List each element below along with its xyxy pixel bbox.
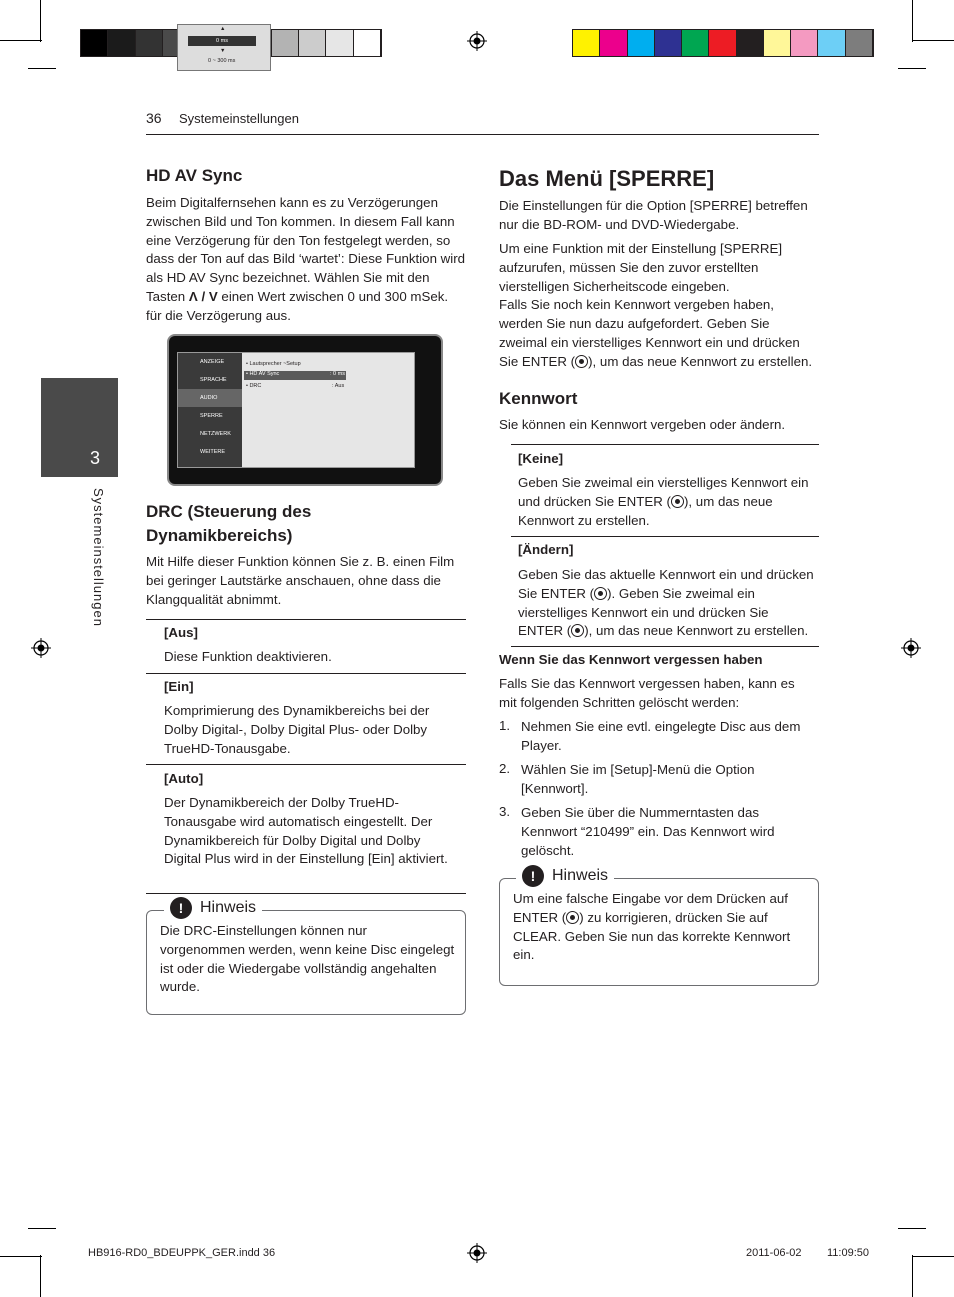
- color-swatch: [272, 30, 299, 56]
- registration-mark-icon: [31, 638, 51, 658]
- note-heading: [164, 897, 262, 919]
- enter-icon: [571, 624, 584, 637]
- crop-mark: [898, 1228, 926, 1229]
- crop-mark: [0, 1256, 42, 1257]
- option-term: [Keine]: [518, 451, 564, 466]
- screenshot-row-value: : 0 ms: [330, 371, 345, 377]
- step-text: Geben Sie über die Nummerntasten das Kennwort “210499” ein. Das Kennwort wird gelöscht.: [521, 805, 775, 858]
- color-swatch: [136, 30, 163, 56]
- screenshot-menu-item: WEITERE: [200, 449, 226, 455]
- running-header: Systemeinstellungen: [179, 111, 299, 126]
- color-swatch: [791, 30, 818, 56]
- screenshot-row: • Lautsprecher ~Setup: [246, 361, 301, 367]
- color-swatch: [682, 30, 709, 56]
- enter-icon: [566, 911, 579, 924]
- step-number: 3.: [499, 804, 511, 819]
- registration-mark-icon: [467, 31, 487, 51]
- exclamation-icon: !: [170, 897, 192, 919]
- color-swatch: [354, 30, 381, 56]
- color-swatch: [818, 30, 845, 56]
- sperre-heading: Das Menü [SPERRE]: [499, 166, 715, 191]
- option-desc: Der Dynamikbereich der Dolby TrueHD-Tonausgabe wird automatisch eingestellt. Der Dynamikbereich für Dolby Digital und Dolby Digital Plus wird in der Einstellung [Ein] aktiviert.: [164, 795, 448, 867]
- table-rule: [511, 536, 819, 537]
- registration-mark-icon: [467, 1243, 487, 1263]
- note-text: Um eine falsche Eingabe vor dem Drücken auf ENTER ( ) zu korrigieren, drücken Sie auf CLEAR. Geben Sie nun das korrekte Kennwort ein.: [513, 891, 791, 963]
- table-rule: [146, 893, 466, 894]
- screenshot-menu-item: SPRACHE: [200, 377, 227, 383]
- table-rule: [511, 444, 819, 445]
- chapter-number: 3: [90, 448, 101, 468]
- forgot-intro: Falls Sie das Kennwort vergessen haben, kann es mit folgenden Schritten gelöscht werden:: [499, 676, 795, 710]
- kennwort-heading: Kennwort: [499, 389, 578, 408]
- header-rule: [146, 134, 819, 135]
- table-rule: [146, 619, 466, 620]
- step-number: 1.: [499, 718, 511, 733]
- chapter-label: Systemeinstellungen: [91, 488, 106, 627]
- screenshot-menu-item: SPERRE: [200, 413, 223, 419]
- table-rule: [146, 764, 466, 765]
- screenshot-menu-item: ANZEIGE: [200, 359, 225, 365]
- option-term: [Ändern]: [518, 542, 574, 557]
- chapter-tab: [41, 378, 118, 477]
- popup-range: 0 ~ 300 ms: [208, 58, 236, 64]
- sperre-text: Um eine Funktion mit der Einstellung [SPERRE] aufzurufen, müssen Sie den zuvor erstellten vierstelligen Sicherheitscode eingeben. Falls Sie noch kein Kennwort vergeben haben, werden Sie nun dazu aufgefordert. Geben Sie zweimal ein vierstelliges Kennwort ein und drücken Sie ENTER ( ), um das neue Kennwort zu erstellen.: [499, 241, 813, 369]
- footer-date: 2011-06-02: [746, 1247, 802, 1259]
- color-swatch: [709, 30, 736, 56]
- screenshot-menu-item: AUDIO: [178, 389, 242, 407]
- note-text: Die DRC-Einstellungen können nur vorgenommen werden, wenn keine Disc eingelegt ist oder die Wiedergabe vollständig angehalten wurde.: [160, 923, 455, 995]
- color-swatch: [108, 30, 135, 56]
- forgot-heading: Wenn Sie das Kennwort vergessen haben: [499, 652, 763, 667]
- step-text: Wählen Sie im [Setup]-Menü die Option [Kennwort].: [521, 762, 755, 796]
- screenshot-popup: [177, 24, 271, 71]
- color-swatch: [737, 30, 764, 56]
- screenshot-row: • DRC: [246, 383, 262, 389]
- step-number: 2.: [499, 761, 511, 776]
- crop-mark: [912, 40, 954, 41]
- exclamation-icon: !: [522, 865, 544, 887]
- crop-mark: [912, 1256, 954, 1257]
- drc-text: Mit Hilfe dieser Funktion können Sie z. B. einen Film bei geringer Lautstärke anschauen, ohne dass die Klangqualität abnimmt.: [146, 554, 455, 607]
- hd-av-sync-text: Beim Digitalfernsehen kann es zu Verzögerungen zwischen Bild und Ton kommen. In diesem Fall kann eine Verzögerung für den Ton festgelegt werden, so dass der Ton auf das Bild ‘wartet’: Diese Funktion wird als HD AV Sync bezeichnet. Wählen Sie mit den Tasten Λ / V einen Wert zwischen 0 und 300 mSek. für die Verzögerung aus.: [146, 195, 466, 323]
- color-swatch: [846, 30, 873, 56]
- color-swatch: [573, 30, 600, 56]
- footer-file: HB916-RD0_BDEUPPK_GER.indd 36: [88, 1247, 276, 1259]
- sperre-intro: Die Einstellungen für die Option [SPERRE] betreffen nur die BD-ROM- und DVD-Wiedergabe.: [499, 198, 808, 232]
- table-rule: [146, 673, 466, 674]
- option-term: [Ein]: [164, 679, 194, 694]
- option-desc: Komprimierung des Dynamikbereichs bei der Dolby Digital-, Dolby Digital Plus- oder Dolby TrueHD-Tonausgabe.: [164, 703, 430, 756]
- note-title: Hinweis: [552, 867, 609, 884]
- option-desc: Diese Funktion deaktivieren.: [164, 649, 332, 664]
- screenshot-menu-item: NETZWERK: [200, 431, 231, 437]
- crop-mark: [28, 68, 56, 69]
- color-swatch: [81, 30, 108, 56]
- option-term: [Auto]: [164, 771, 204, 786]
- color-swatch: [299, 30, 326, 56]
- crop-mark: [40, 0, 41, 42]
- drc-heading: DRC (Steuerung des Dynamikbereichs): [146, 502, 312, 545]
- crop-mark: [28, 1228, 56, 1229]
- note-heading: [516, 865, 614, 887]
- color-calibration-bar: [572, 29, 874, 57]
- option-term: [Aus]: [164, 625, 198, 640]
- screenshot-menu: [178, 353, 242, 467]
- color-swatch: [326, 30, 353, 56]
- crop-mark: [0, 40, 42, 41]
- note-title: Hinweis: [200, 899, 257, 916]
- popup-value: 0 ms: [188, 36, 256, 46]
- option-desc: Geben Sie das aktuelle Kennwort ein und drücken Sie ENTER ( ). Geben Sie zweimal ein vierstelliges Kennwort ein und drücken Sie ENTER ( ), um das neue Kennwort zu erstellen.: [518, 567, 814, 639]
- up-arrow-icon: ▲: [220, 26, 226, 32]
- settings-screenshot: [167, 334, 443, 486]
- step-text: Nehmen Sie eine evtl. eingelegte Disc aus dem Player.: [521, 719, 801, 753]
- crop-mark: [912, 0, 913, 42]
- color-swatch: [628, 30, 655, 56]
- registration-mark-icon: [901, 638, 921, 658]
- down-arrow-icon: ▼: [220, 48, 226, 54]
- option-desc: Geben Sie zweimal ein vierstelliges Kennwort ein und drücken Sie ENTER ( ), um das neue Kennwort zu erstellen.: [518, 475, 809, 528]
- screenshot-row-value: : Aus: [332, 383, 345, 389]
- color-swatch: [655, 30, 682, 56]
- page-number: 36: [146, 110, 162, 126]
- enter-icon: [594, 587, 607, 600]
- screenshot-row-selected: [244, 371, 346, 380]
- crop-mark: [912, 1255, 913, 1297]
- footer-time: 11:09:50: [827, 1247, 870, 1259]
- crop-mark: [898, 68, 926, 69]
- color-swatch: [600, 30, 627, 56]
- kennwort-intro: Sie können ein Kennwort vergeben oder ändern.: [499, 417, 786, 432]
- hd-av-sync-heading: HD AV Sync: [146, 166, 243, 185]
- crop-mark: [40, 1255, 41, 1297]
- enter-icon: [575, 355, 588, 368]
- color-swatch: [764, 30, 791, 56]
- table-rule: [511, 646, 819, 647]
- screenshot-row-label: • HD AV Sync: [246, 371, 280, 377]
- enter-icon: [671, 495, 684, 508]
